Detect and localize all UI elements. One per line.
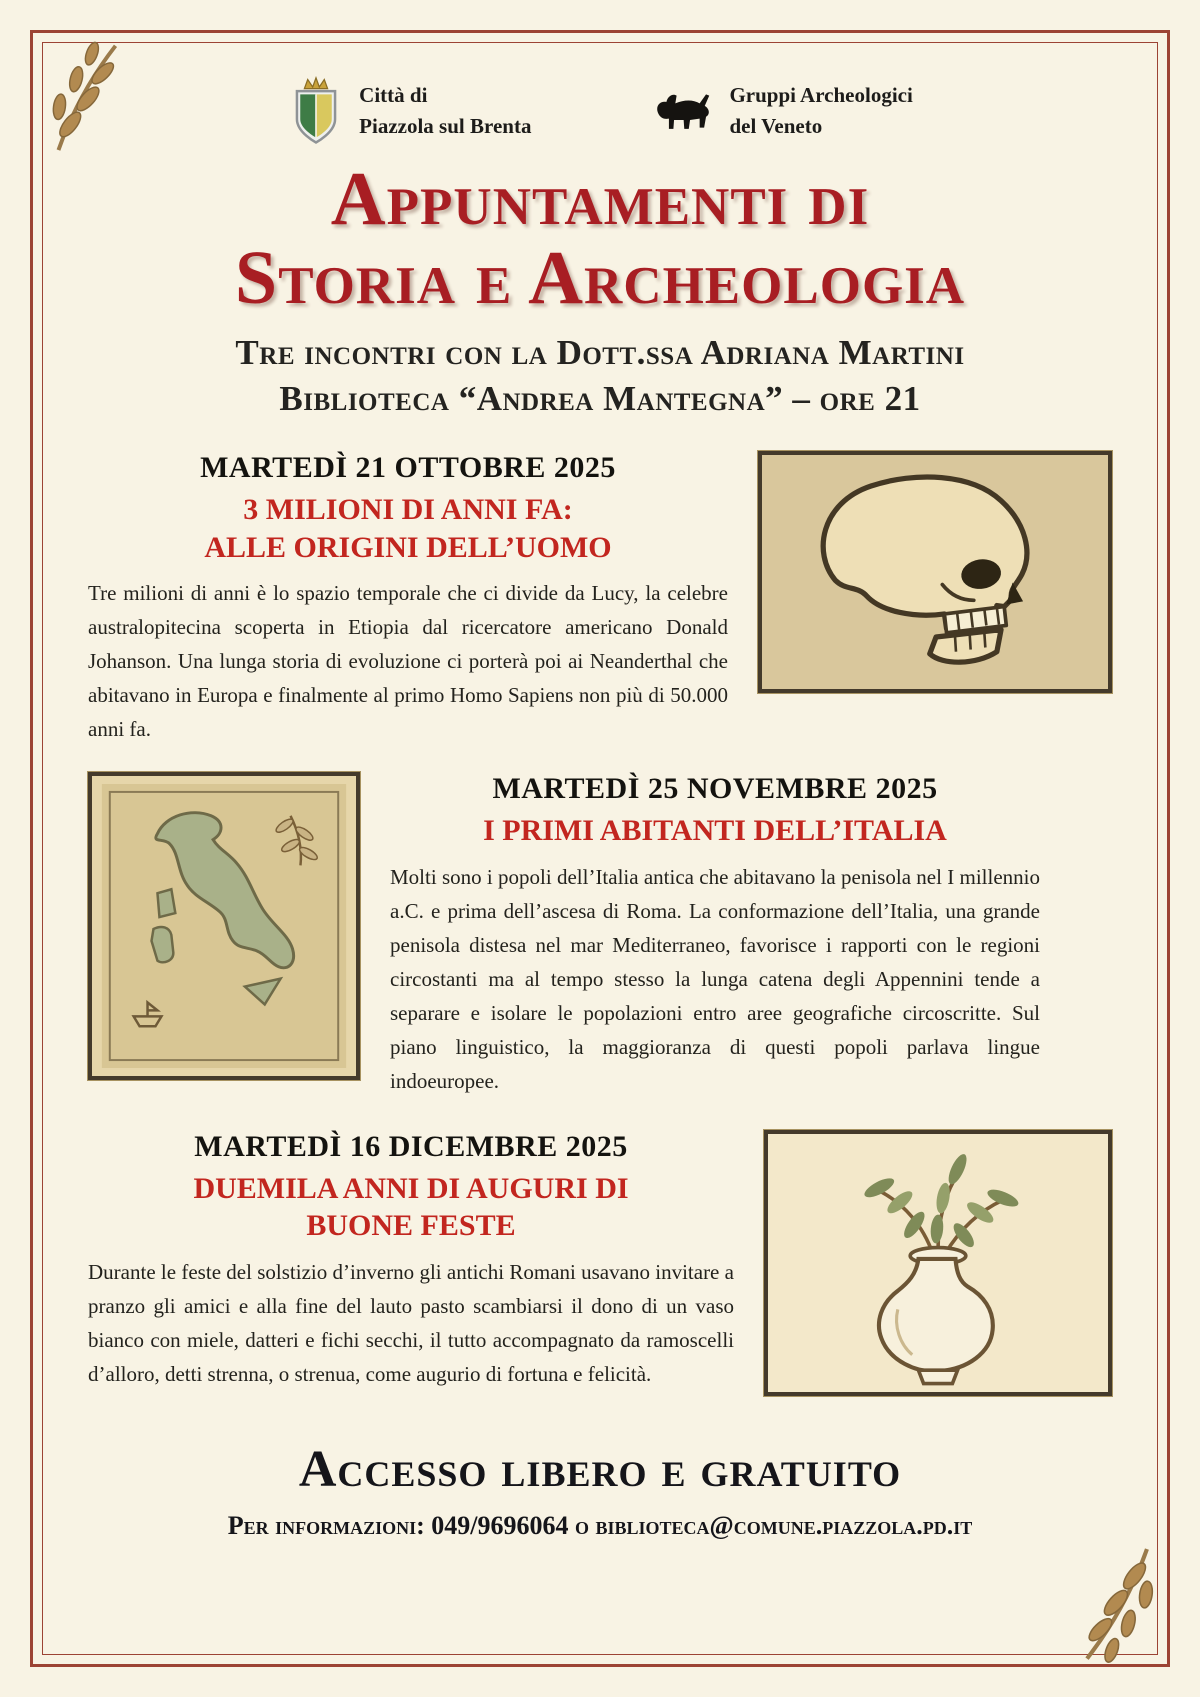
event-1-text [88, 451, 728, 746]
org-name [359, 80, 531, 143]
event-2 [88, 772, 1112, 1098]
event-2-date: MARTEDÌ 25 NOVEMBRE 2025 [492, 772, 938, 806]
header-logos [88, 76, 1112, 146]
event-1 [88, 451, 1112, 746]
olive-vase-icon [768, 1134, 1108, 1392]
poster-title-line2: Storia e Archeologia [234, 236, 966, 321]
poster-content [42, 42, 1158, 1655]
subtitle-line1: Tre incontri con la Dott.ssa Adriana Martini [235, 333, 965, 373]
event-1-title-line1: 3 MILIONI DI ANNI FA: [243, 493, 573, 527]
event-2-description: Molti sono i popoli dell’Italia antica che abitavano la penisola nel I millennio a.C. e prima dell’ascesa di Roma. La conformazione dell’Italia, una grande penisola distesa nel mar Mediterraneo, favorisce i rapporti con le regioni circostanti ma al tempo stesso la lunga catena degli Appennini tende a separare e isolare le popolazioni entro aree geografiche circoscritte. Sul piano linguistico, la maggioranza di questi popoli parlava lingue indoeuropee. [390, 864, 1040, 1093]
olive-vase-illustration [764, 1130, 1112, 1396]
event-1-description: Tre milioni di anni è lo spazio temporale che ci divide da Lucy, la celebre australopitecina scoperta in Etiopia dal ricercatore americano Donald Johanson. Una lunga storia di evoluzione ci porterà poi ai Neanderthal che abitavano in Europa e finalmente al primo Homo Sapiens non più di 50.000 anni fa. [88, 581, 728, 742]
event-2-title [390, 812, 1040, 850]
event-3-title-line2: BUONE FESTE [306, 1209, 516, 1243]
event-3-title-line1: DUEMILA ANNI DI AUGURI DI [193, 1171, 629, 1205]
org-citta-piazzola [287, 76, 531, 146]
event-3 [88, 1130, 1112, 1396]
org-name [729, 80, 912, 143]
event-2-title-line1: I PRIMI ABITANTI DELL’ITALIA [483, 814, 947, 848]
event-3-text [88, 1130, 734, 1391]
event-3-title [88, 1170, 734, 1245]
subtitle-line2: Biblioteca “Andrea Mantegna” – ore 21 [279, 378, 921, 418]
org-name-line1: Gruppi Archeologici [729, 82, 913, 107]
event-1-date: MARTEDÌ 21 OTTOBRE 2025 [200, 451, 616, 485]
org-name-line1: Città di [359, 82, 428, 107]
event-2-text [390, 772, 1040, 1098]
event-3-date: MARTEDÌ 16 DICEMBRE 2025 [194, 1129, 628, 1163]
skull-drawing-icon [762, 455, 1108, 689]
org-name-line2: del Veneto [729, 114, 823, 138]
contact-info-text: Per informazioni: 049/9696064 o biblioteca@comune.piazzola.pd.it [227, 1510, 973, 1540]
poster-title [88, 157, 1112, 321]
italy-map-icon [98, 782, 350, 1070]
org-gruppi-archeologici [651, 76, 912, 146]
italy-map-illustration [88, 772, 360, 1080]
poster-footer [88, 1440, 1112, 1541]
org-name-line2: Piazzola sul Brenta [359, 114, 532, 138]
poster-title-line1: Appuntamenti di [330, 157, 870, 241]
event-3-description: Durante le feste del solstizio d’inverno gli antichi Romani usavano invitare a pranzo gli amici e alla fine del lauto pasto scambiarsi il dono di un vaso bianco con miele, datteri e fichi secchi, il tutto accompagnato da ramoscelli d’alloro, detti strenna, o strenua, come augurio di fortuna e felicità. [88, 1259, 734, 1386]
skull-illustration [758, 451, 1112, 693]
free-access-text: Accesso libero e gratuito [298, 1440, 902, 1498]
event-1-title-line2: ALLE ORIGINI DELL’UOMO [204, 530, 612, 564]
horse-logo-icon [651, 87, 715, 135]
coat-of-arms-icon [287, 76, 345, 146]
event-1-title [88, 491, 728, 566]
poster-subtitle [88, 330, 1112, 421]
